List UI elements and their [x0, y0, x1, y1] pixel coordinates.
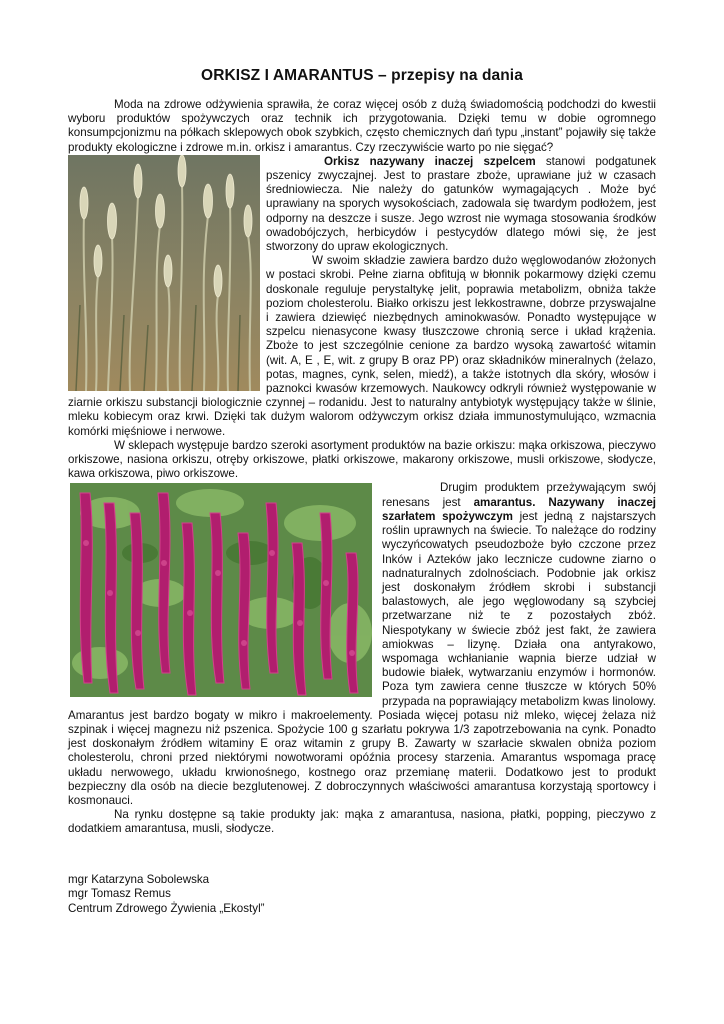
amarantus-lead-rest: jest jedną z najstarszych roślin uprawnych na świecie. To należące do rodziny wyczyńcowatych pseudozboże było czczone przez Inków i Azteków jako lecznicze cudowne ziarno o nadnaturalnych zdolnościach. Podobnie jak orkisz jest doskonałym źródłem skrobi i substancji balastowych, ale jego węglowodany są szybciej przetwarzane niż te z pozostałych zbóż. Niespotykany w świecie zbóż jest fakt, że zawiera amiokwas – lizynę. Działa ona antyrakowo, wspomaga wchłanianie wapnia bierze udział w budowie białek, wytwarzaniu enzymów i hormonów. Poza tym zawiera cenne tłuszcze w których 50% przypada na poprawiający metabolizm kwas linolowy. Amarantus jest bardzo bogaty w mikro i makroelementy. Posiada więcej potasu niż mleko, więcej żelaza niż szpinak i więcej magnezu niż pszenica. Spożycie 100 g szarłatu pokrywa 1/3 zapotrzebowania na cynk. Ponadto jest doskonałym źródłem witaminy E oraz witamin z grupy B. Zawarty w szarłacie skwalen obniża poziom cholesterolu, chroni przed niektórymi nowotworami opóźnia procesy starzenia. Amarantus wspomaga pracę układu nerwowego, układu krwionośnego, kostnego oraz przemianę materii. Dodatkowo jest to produkt bezpieczny dla osób na diecie bezglutenowej. Z dobroczynnych właściwości amarantusa korzystają sportowcy i kosmonauci. [68, 509, 656, 807]
intro-paragraph: Moda na zdrowe odżywienia sprawiła, że coraz więcej osób z dużą świadomością podchodzi do kwestii wyboru produktów spożywczych oraz technik ich przygotowania. Dzięki temu w dobie ogromnego konsumpcjonizmu na półkach sklepowych obok szybkich, często chemicznych dań typu „instant” pojawiły się także produkty ekologiczne i zdrowe m.in. orkisz i amarantus. Czy rzeczywiście warto po nie sięgać? [68, 98, 656, 154]
amarantus-lead: Drugim produktem przeżywającym swój renesans jest [382, 481, 656, 509]
signature-block [68, 873, 656, 917]
document-page [68, 66, 656, 916]
amaranth-plant-photo [70, 483, 372, 697]
organization: Centrum Zdrowego Żywienia „Ekostyl” [68, 901, 265, 915]
orkisz-composition: W swoim składzie zawiera bardzo dużo węglowodanów złożonych w postaci skrobi. Pełne ziarna obfitują w błonnik pokarmowy dzięki czemu doskonale reguluje perystaltykę jelit, poprawia metabolizm, obniża także poziom cholesterolu. Białko orkiszu jest lekkostrawne, dobrze przyswajalne i zawiera dziewięć niezbędnych aminokwasów. Ponadto występujące w szpelcu nienasycone kwasy tłuszczowe chronią serce i układ krążenia. Zboże to jest szczególnie cenione za bardzo wysoką zawartość witamin (wit. A, E , E, wit. z grupy B oraz PP) oraz składników mineralnych (żelazo, potas, magnes, cynk, selen, miedź), a także istotnych dla skóry, włosów i paznokci kwasów krzemowych. Naukowcy odkryli również występowanie w ziarnie orkiszu substancji biologicznie czynnej – rodanidu. Jest to naturalny antybiotyk występujący także w ślinie, mleku kobiecym oraz krwi. Dzięki tak dużym walorom odżywczym orkisz działa immunostymulująco, wzmacnia komórki mięśniowe i nerwowe. [68, 254, 656, 438]
orkisz-lead-rest: stanowi podgatunek pszenicy zwyczajnej. Jest to prastare zboże, uprawiane już w czasach średniowiecza. Nie należy do gatunków wymagających . Może być uprawiany na sporych wysokościach, zadowala się twardym podłożem, jest odporny na deszcze i susze. Jego wzrost nie wymaga stosowania środków owadobójczych, herbicydów i pestycydów dlatego mówi się, że jest stworzony do upraw ekologicznych. [266, 154, 656, 254]
author-1: mgr Katarzyna Sobolewska [68, 872, 210, 886]
spelt-wheat-illustration [68, 155, 260, 391]
orkisz-products: W sklepach występuje bardzo szeroki asortyment produktów na bazie orkiszu: mąka orkiszowa, pieczywo orkiszowe, nasiona orkiszu, otręby orkiszowe, płatki orkiszowe, makarony orkiszowe, musli orkiszowe, słodycze, kawa orkiszowa, piwo orkiszowe. [68, 438, 656, 481]
amaranth-illustration [70, 483, 372, 697]
amarantus-products: Na rynku dostępne są takie produkty jak: mąka z amarantusa, nasiona, płatki, popping, pieczywo z dodatkiem amarantusa, musli, słodycze. [68, 808, 656, 836]
author-2: mgr Tomasz Remus [68, 887, 171, 901]
document-title: ORKISZ I AMARANTUS – przepisy na dania [201, 67, 523, 84]
spelt-wheat-photo [68, 155, 260, 391]
orkisz-lead: Orkisz nazywany inaczej szpelcem [324, 154, 536, 168]
amarantus-lead-bold: amarantus. Nazywany inaczej szarłatem spożywczym [382, 495, 656, 523]
